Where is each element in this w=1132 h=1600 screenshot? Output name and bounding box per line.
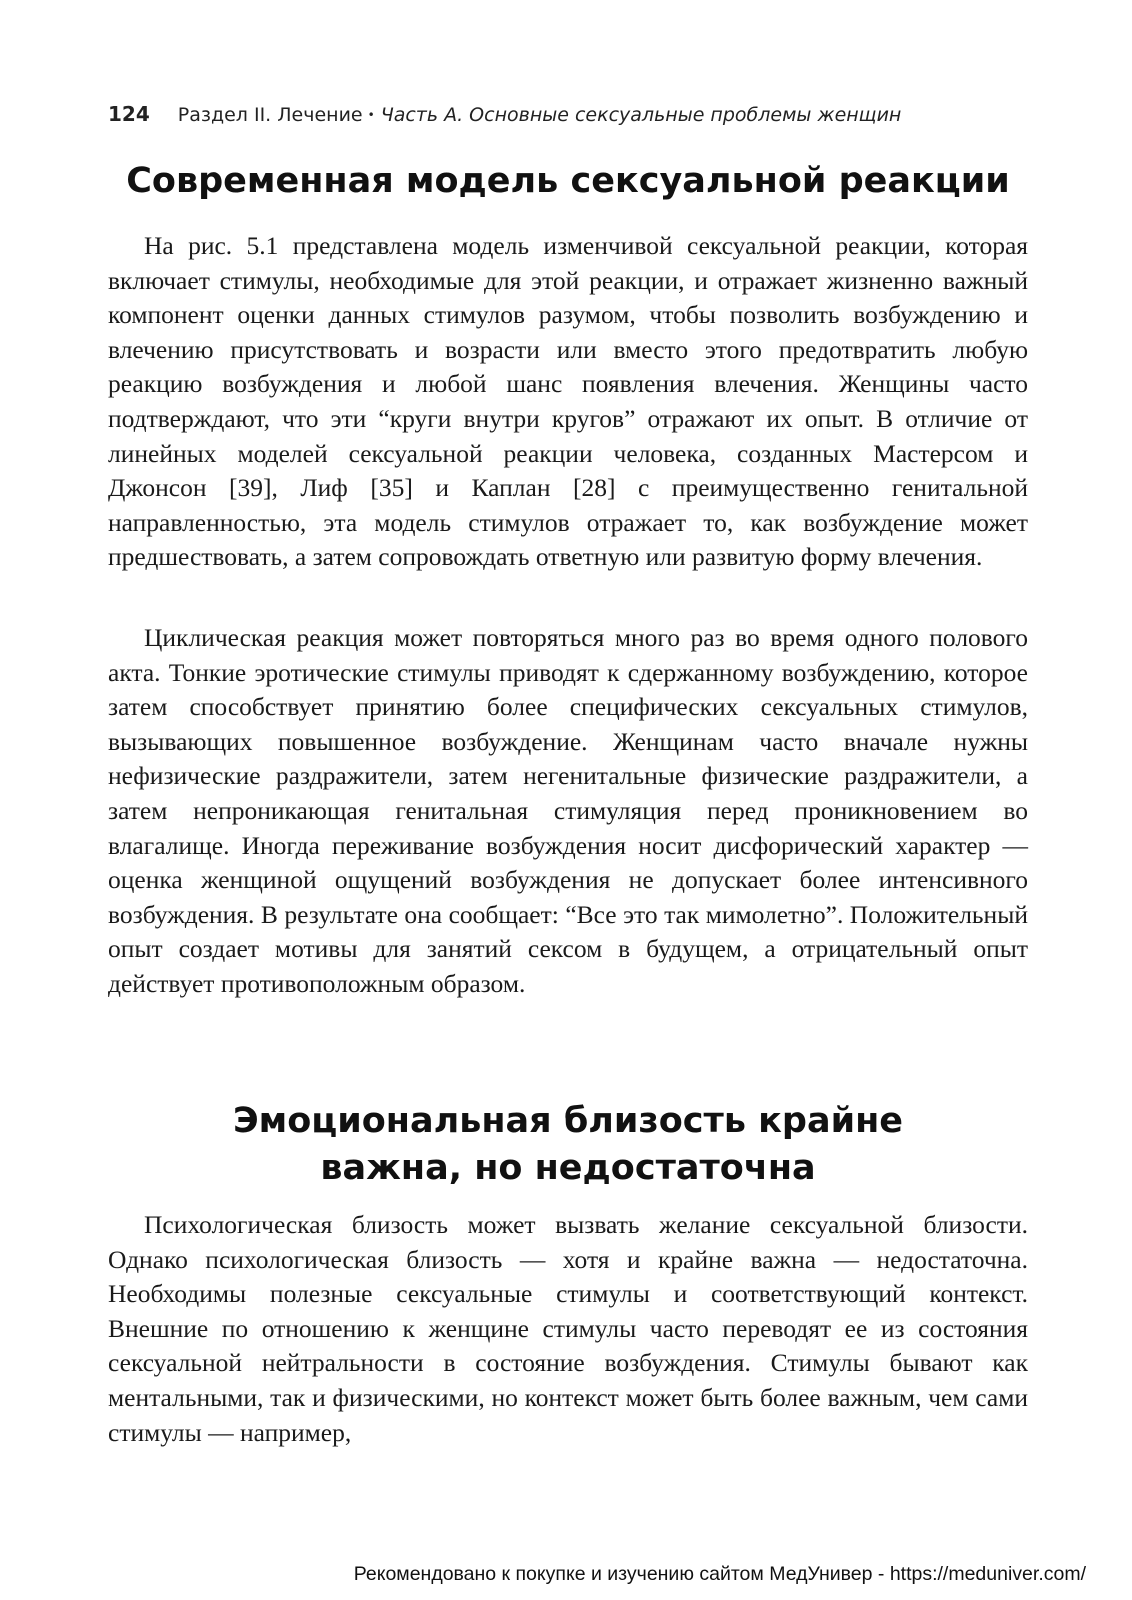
footer-watermark-note: Рекомендовано к покупке и изучению сайтом МедУнивер - https://meduniver.com/ (353, 1563, 1086, 1585)
body-paragraph: Циклическая реакция может повторяться много раз во время одного полового акта. Тонкие эротические стимулы приводят к сдержанному возбуждению, которое затем способствует принятию более специфических сексуальных стимулов, вызывающих повышенное возбуждение. Женщинам часто вначале нужны нефизические раздражители, затем негенитальные физические раздражители, а затем непроникающая генитальная стимуляция перед проникновением во влагалище. Иногда переживание возбуждения носит дисфорический характер — оценка женщиной ощущений возбуждения не допускает более интенсивного возбуждения. В результате она сообщает: “Все это так мимолетно”. Положительный опыт создает мотивы для занятий сексом в будущем, а отрицательный опыт действует противоположным образом. (108, 623, 1028, 998)
running-head-part: Часть А. Основные сексуальные проблемы женщин (380, 104, 902, 126)
heading-line: Эмоциональная близость крайне (232, 1101, 904, 1141)
section-heading-emotional-intimacy (108, 1098, 1028, 1192)
running-head-section: Раздел II. Лечение (177, 104, 363, 126)
body-paragraph: Психологическая близость может вызвать желание сексуальной близости. Однако психологическая близость — хотя и крайне важна — недостаточна. Необходимы полезные сексуальные стимулы и соответствующий контекст. Внешние по отношению к женщине стимулы часто переводят ее из состояния сексуальной нейтральности в состояние возбуждения. Стимулы бывают как ментальными, так и физическими, но контекст может быть более важным, чем сами стимулы — например, (108, 1210, 1028, 1447)
section-heading-modern-model: Современная модель сексуальной реакции (126, 161, 1010, 201)
page-number: 124 (108, 102, 150, 126)
running-head-separator: • (367, 108, 375, 122)
running-head (108, 100, 1028, 129)
body-paragraph: На рис. 5.1 представлена модель изменчивой сексуальной реакции, которая включает стимулы, необходимые для этой реакции, и отражает жизненно важный компонент оценки данных стимулов разумом, чтобы позволить возбуждению и влечению присутствовать и возрасти или вместо этого предотвратить любую реакцию возбуждения и любой шанс появления влечения. Женщины часто подтверждают, что эти “круги внутри кругов” отражают их опыт. В отличие от линейных моделей сексуальной реакции человека, созданных Мастерсом и Джонсон [39], Лиф [35] и Каплан [28] с преимущественно генитальной направленностью, эта модель стимулов отражает то, как возбуждение может предшествовать, а затем сопровождать ответную или развитую форму влечения. (108, 231, 1028, 572)
heading-line: важна, но недостаточна (320, 1148, 816, 1188)
